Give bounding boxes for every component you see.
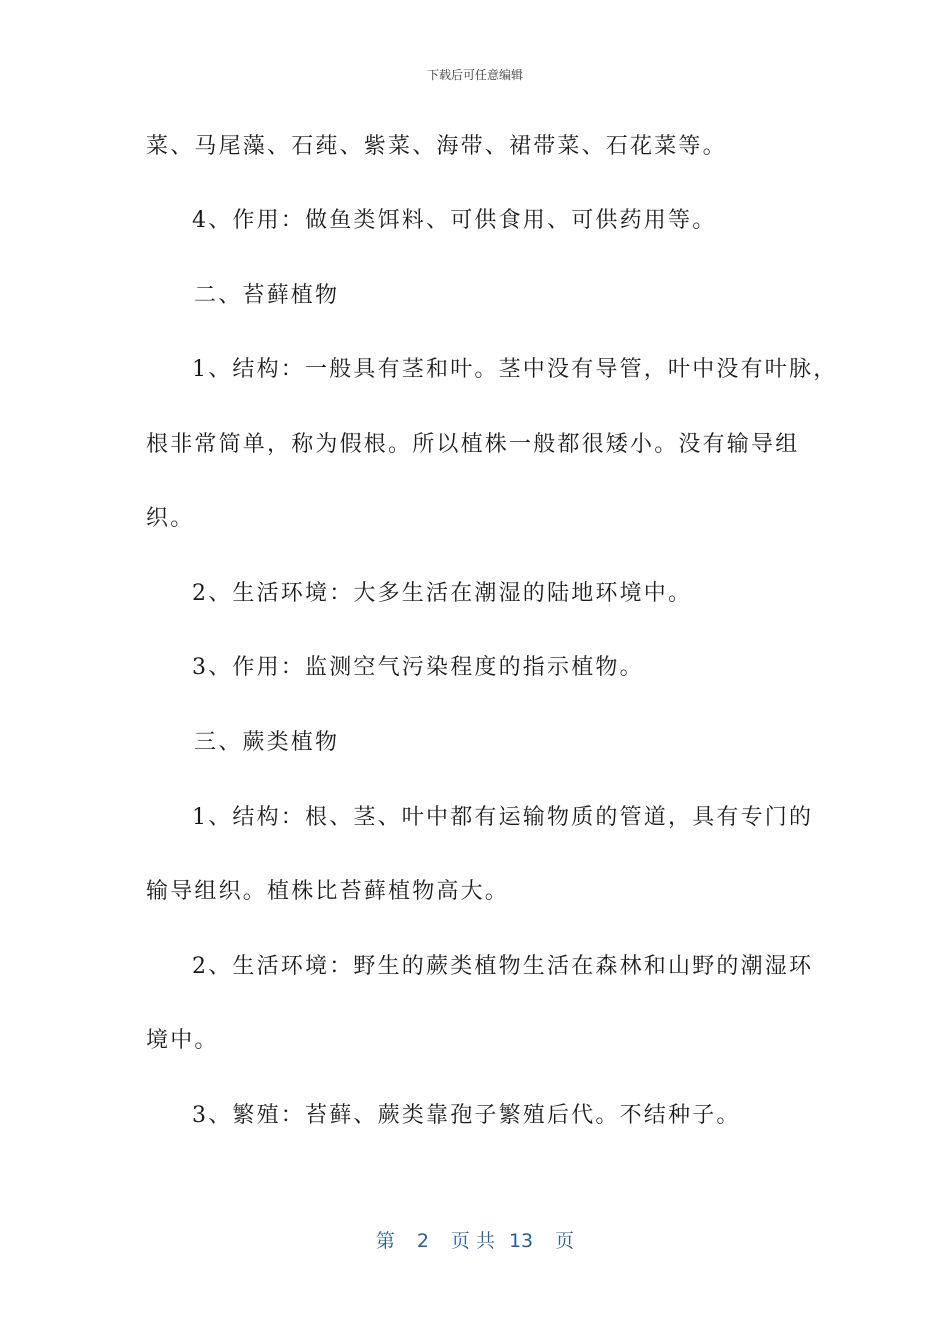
body-line-10: 1、结构：根、茎、叶中都有运输物质的管道，具有专门的 — [192, 805, 814, 830]
section-heading-mosses: 二、苔藓植物 — [194, 283, 340, 308]
body-line-5: 根非常简单，称为假根。所以植株一般都很矮小。没有输导组 — [146, 432, 800, 457]
body-line-4: 1、结构：一般具有茎和叶。茎中没有导管，叶中没有叶脉， — [192, 357, 838, 382]
page-header: 下载后可任意编辑 — [426, 68, 523, 82]
footer-middle: 页 共 — [450, 1230, 495, 1252]
body-line-13: 境中。 — [146, 1028, 219, 1053]
footer-prefix: 第 — [375, 1230, 395, 1252]
body-line-11: 输导组织。植株比苔藓植物高大。 — [146, 879, 510, 904]
body-line-12: 2、生活环境：野生的蕨类植物生活在森林和山野的潮湿环 — [192, 954, 814, 979]
body-line-8: 3、作用：监测空气污染程度的指示植物。 — [192, 655, 644, 680]
footer-total-pages: 13 — [508, 1230, 534, 1252]
body-line-6: 织。 — [146, 506, 195, 531]
footer-suffix: 页 — [555, 1230, 575, 1252]
body-line-7: 2、生活环境：大多生活在潮湿的陆地环境中。 — [192, 581, 693, 606]
body-line-1: 菜、马尾藻、石莼、紫菜、海带、裙带菜、石花菜等。 — [146, 134, 727, 159]
section-heading-ferns: 三、蕨类植物 — [194, 730, 340, 755]
body-line-14: 3、繁殖：苔藓、蕨类靠孢子繁殖后代。不结种子。 — [192, 1103, 741, 1128]
footer-current-page: 2 — [416, 1230, 429, 1252]
body-line-2: 4、作用：做鱼类饵料、可供食用、可供药用等。 — [192, 208, 717, 233]
page-footer — [0, 1226, 950, 1253]
